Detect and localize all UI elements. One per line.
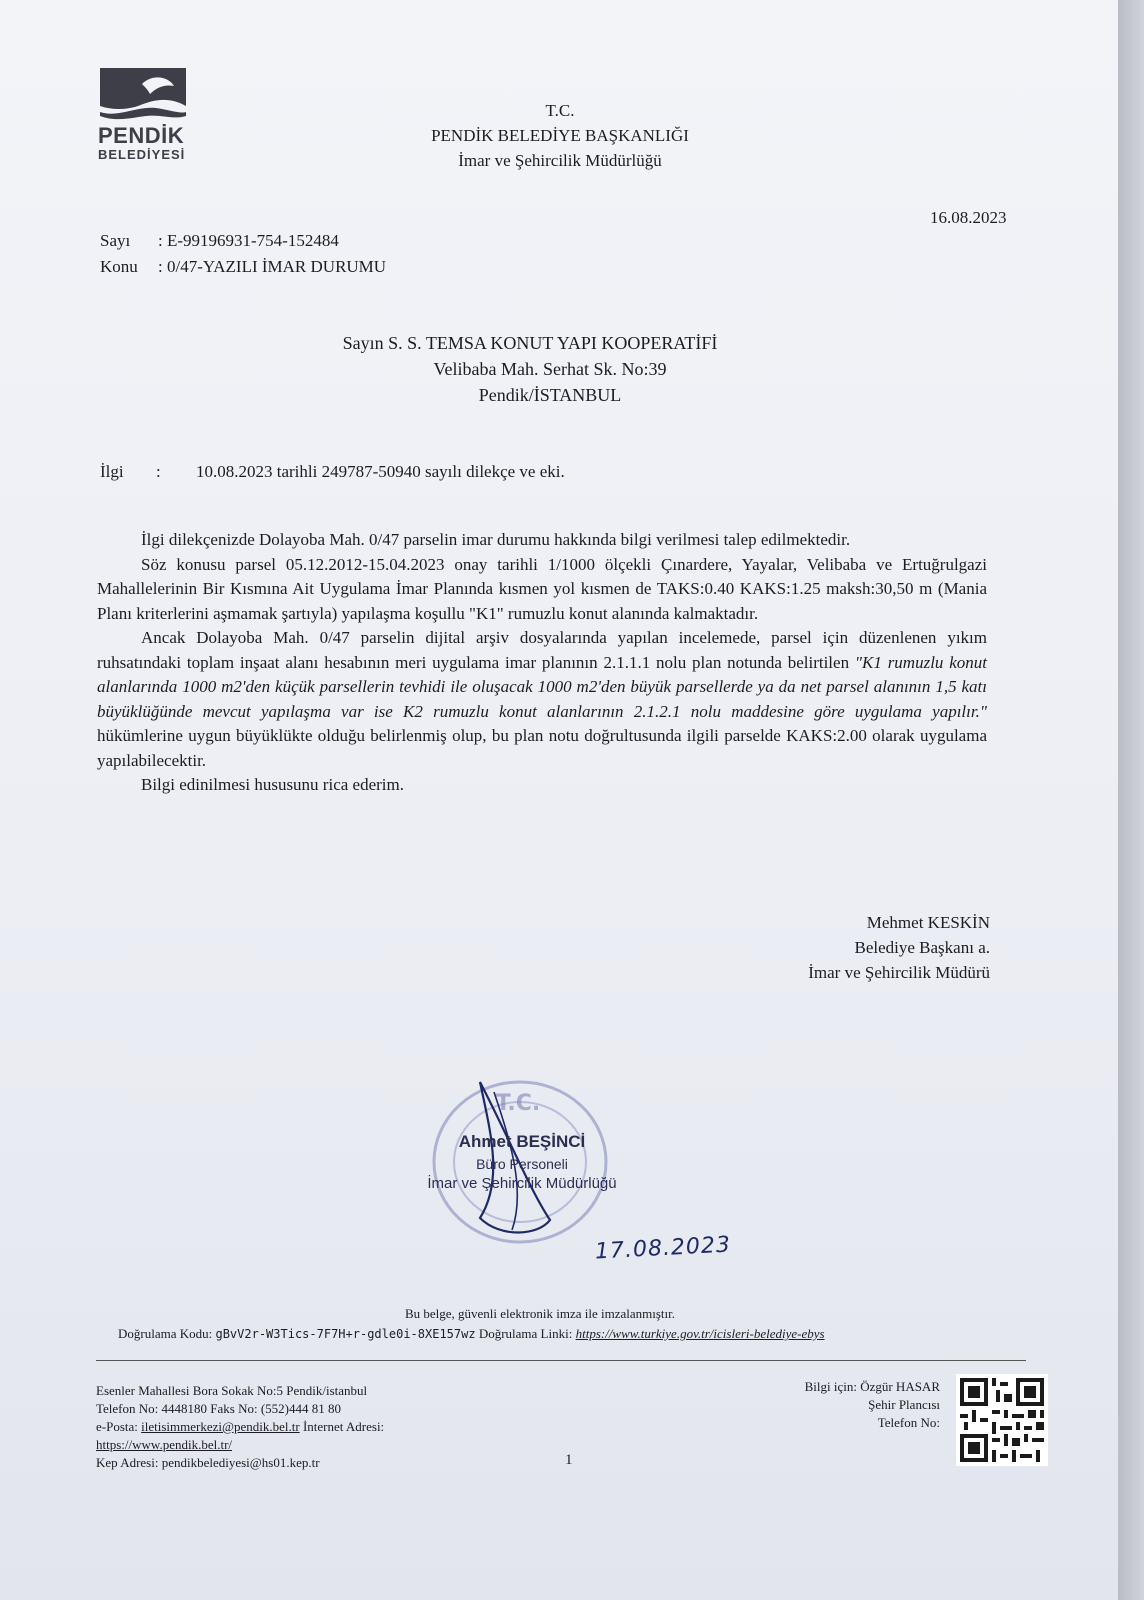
body-paragraph-3-end: hükümlerine uygun büyüklükte olduğu belirlenmiş olup, bu plan notu doğrultusunda ilgili parselde KAKS:2.00 olarak uygulama yapılabilecektir. xyxy=(97,726,987,770)
ilgi-colon: : xyxy=(156,462,161,481)
body-paragraph-3-start: Ancak Dolayoba Mah. 0/47 parselin dijital arşiv dosyalarında yapılan incelemede, parsel için düzenlenen yıkım ruhsatındaki toplam inşaat alanı hesabının meri uygulama imar planının 2.1.1.1 nolu plan notunda belirtilen xyxy=(97,628,987,672)
body-paragraph-1: İlgi dilekçenizde Dolayoba Mah. 0/47 parselin imar durumu hakkında bilgi verilmesi talep edilmektedir. xyxy=(141,530,851,549)
letter-body xyxy=(97,528,987,798)
info-phone: Telefon No: xyxy=(877,1415,940,1430)
verification-line xyxy=(118,1326,825,1342)
footer-email[interactable]: iletisimmerkezi@pendik.bel.tr xyxy=(141,1419,300,1434)
header-tc: T.C. xyxy=(545,101,575,120)
footer-phone: Telefon No: 4448180 Faks No: (552)444 81 80 xyxy=(96,1401,341,1416)
recipient-name: Sayın S. S. TEMSA KONUT YAPI KOOPERATİFİ xyxy=(342,333,718,353)
document-date: 16.08.2023 xyxy=(930,208,1007,227)
info-contact: Bilgi için: Özgür HASAR xyxy=(804,1379,940,1394)
qr-code-icon xyxy=(956,1374,1048,1466)
document-meta xyxy=(100,228,386,280)
footer-web[interactable]: https://www.pendik.bel.tr/ xyxy=(96,1437,233,1452)
verification-link-label: Doğrulama Linki: xyxy=(478,1326,573,1341)
handwritten-date: 17.08.2023 xyxy=(594,1232,732,1265)
sayi-label: Sayı xyxy=(100,231,131,250)
svg-text:T.C.: T.C. xyxy=(495,1091,541,1116)
footer-divider xyxy=(96,1360,1026,1361)
stamp-name: Ahmet BEŞİNCİ xyxy=(458,1132,586,1151)
verification-code: gBvV2r-W3Tics-7F7H+r-gdle0i-8XE157wz xyxy=(215,1327,476,1341)
document-header xyxy=(300,98,820,173)
stamp-role: Büro Personeli xyxy=(476,1156,568,1172)
info-title: Şehir Plancısı xyxy=(868,1397,940,1412)
body-paragraph-3 xyxy=(97,626,987,773)
signatory-title-2: İmar ve Şehircilik Müdürü xyxy=(808,963,990,982)
footer-email-label: e-Posta: xyxy=(96,1419,138,1434)
stamp-unit: İmar ve Şehircilik Müdürlüğü xyxy=(427,1175,617,1192)
footer-web-label: İnternet Adresi: xyxy=(302,1419,385,1434)
ilgi-label: İlgi xyxy=(100,462,124,481)
verification-link[interactable]: https://www.turkiye.gov.tr/icisleri-belediye-ebys xyxy=(575,1326,825,1341)
verification-code-label: Doğrulama Kodu: xyxy=(118,1326,213,1341)
page-number: 1 xyxy=(565,1452,573,1468)
reference-line xyxy=(100,462,565,482)
logo-subtitle: BELEDİYESİ xyxy=(98,147,186,162)
body-paragraph-4: Bilgi edinilmesi hususunu rica ederim. xyxy=(141,775,404,794)
recipient-city: Pendik/İSTANBUL xyxy=(478,385,622,405)
page-edge-shadow xyxy=(1118,0,1144,1600)
signature-block xyxy=(700,910,990,985)
esign-notice: Bu belge, güvenli elektronik imza ile imzalanmıştır. xyxy=(404,1306,676,1321)
konu-value: : 0/47-YAZILI İMAR DURUMU xyxy=(158,257,387,276)
ilgi-value: 10.08.2023 tarihli 249787-50940 sayılı dilekçe ve eki. xyxy=(196,462,565,481)
footer-kep: Kep Adresi: pendikbelediyesi@hs01.kep.tr xyxy=(96,1455,320,1470)
plan-note-quote: "K1 rumuzlu konut alanlarında 1000 m2'den küçük parsellerin tevhidi ile oluşacak 1000 m2'den büyük parsellerde ya da net parsel alanının 1,5 katı büyüklüğünde mevcut yapılaşma var ise K2 rumuzlu konut alanlarının 2.1.2.1 nolu maddesine göre uygulama yapılır." xyxy=(97,652,988,721)
stamp-text xyxy=(392,1130,652,1194)
signatory-title-1: Belediye Başkanı a. xyxy=(854,938,990,957)
recipient-address xyxy=(300,330,800,408)
header-institution: PENDİK BELEDİYE BAŞKANLIĞI xyxy=(431,126,689,145)
recipient-street: Velibaba Mah. Serhat Sk. No:39 xyxy=(433,359,667,379)
logo-text xyxy=(98,124,185,162)
logo-title: PENDİK xyxy=(98,123,185,148)
footer-address: Esenler Mahallesi Bora Sokak No:5 Pendik/istanbul xyxy=(96,1383,368,1398)
footer-contact xyxy=(96,1382,384,1472)
sayi-value: : E-99196931-754-152484 xyxy=(158,231,339,250)
signatory-name: Mehmet KESKİN xyxy=(866,913,990,932)
konu-label: Konu xyxy=(100,257,138,276)
header-department: İmar ve Şehircilik Müdürlüğü xyxy=(458,151,662,170)
body-paragraph-2: Söz konusu parsel 05.12.2012-15.04.2023 onay tarihli 1/1000 ölçekli Çınardere, Yayalar, Velibaba ve Ertuğrulgazi Mahallelerinin Bir Kısmına Ait Uygulama İmar Planında kısmen yol kısmen de TAKS:0.40 KAKS:1.25 maksh:30,50 m (Mania Planı kriterlerini aşmamak şartıyla) yapılaşma koşullu "K1" rumuzlu konut alanında kalmaktadır. xyxy=(97,554,987,623)
footer-info xyxy=(740,1378,940,1432)
